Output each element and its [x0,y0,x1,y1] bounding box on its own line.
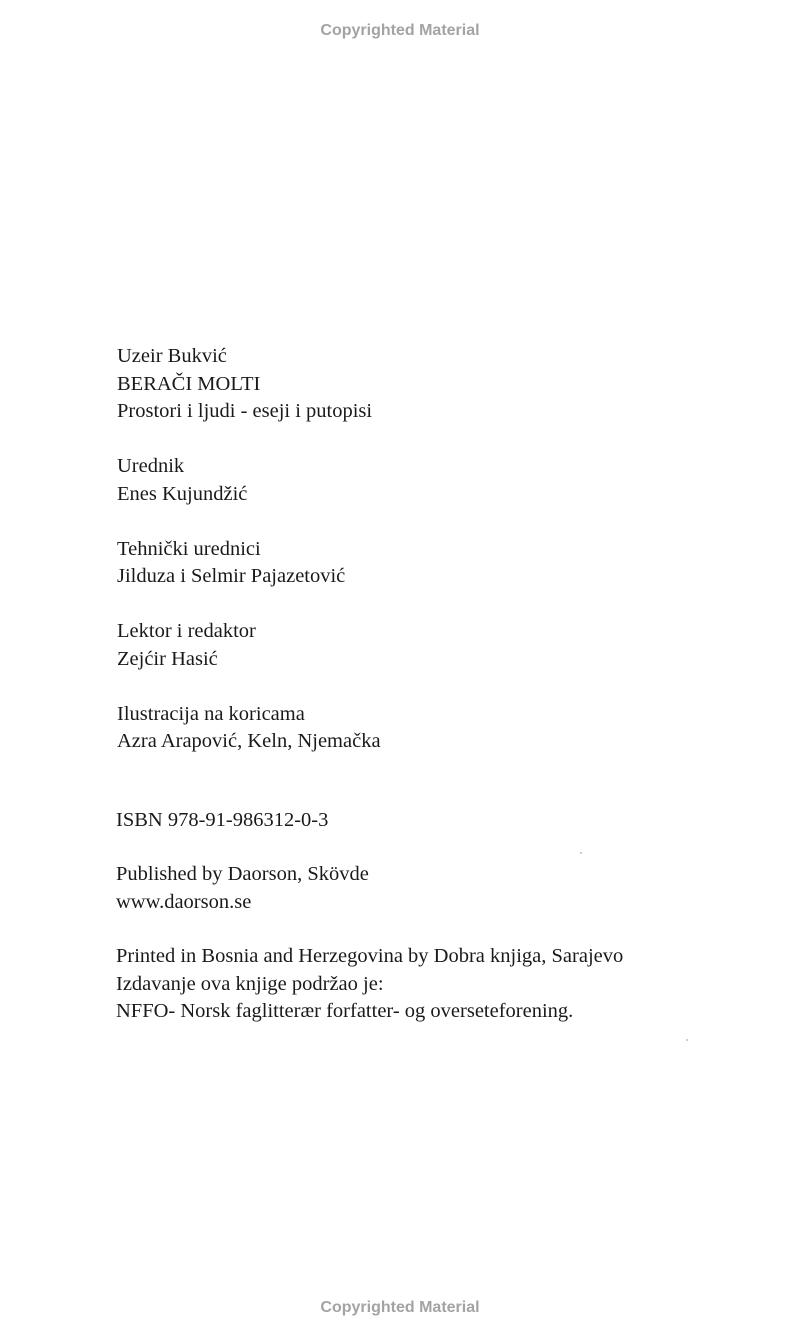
credit-name: Enes Kujundžić [117,482,248,505]
credit-role: Ilustracija na koricama [117,702,305,725]
credit-name: Azra Arapović, Keln, Njemačka [117,730,381,752]
author-name: Uzeir Bukvić [117,345,227,367]
publisher-line: Published by Daorson, Skövde [116,863,369,885]
credit-proofreader [117,618,737,673]
credit-role: Tehnički urednici [117,537,261,560]
printing-info [116,943,756,1026]
book-title: BERAČI MOLTI [117,372,261,395]
credit-technical-editors [117,536,737,591]
publisher-website: www.daorson.se [116,890,252,913]
credit-role: Urednik [117,455,185,477]
copyright-watermark-top: Copyrighted Material [320,22,480,39]
scan-speck [686,1039,688,1041]
credit-name: Jilduza i Selmir Pajazetović [117,565,346,587]
book-info [117,343,737,426]
support-intro-line: Izdavanje ova knjige podržao je: [116,972,384,995]
support-organization-line: NFFO- Norsk faglitterær forfatter- og overseteforening. [116,1000,574,1022]
credit-role: Lektor i redaktor [117,620,256,642]
scan-speck [580,852,582,854]
book-subtitle: Prostori i ljudi - eseji i putopisi [117,400,373,422]
publisher-info [116,861,756,916]
credit-cover-illustration [117,701,737,756]
copyright-watermark-bottom: Copyrighted Material [320,1299,480,1316]
credit-editor [117,453,737,508]
printed-in-line: Printed in Bosnia and Herzegovina by Dobra knjiga, Sarajevo [116,945,624,967]
isbn-number: ISBN 978-91-986312-0-3 [116,809,329,831]
credit-name: Zejćir Hasić [117,647,218,670]
imprint-credits [117,343,737,783]
